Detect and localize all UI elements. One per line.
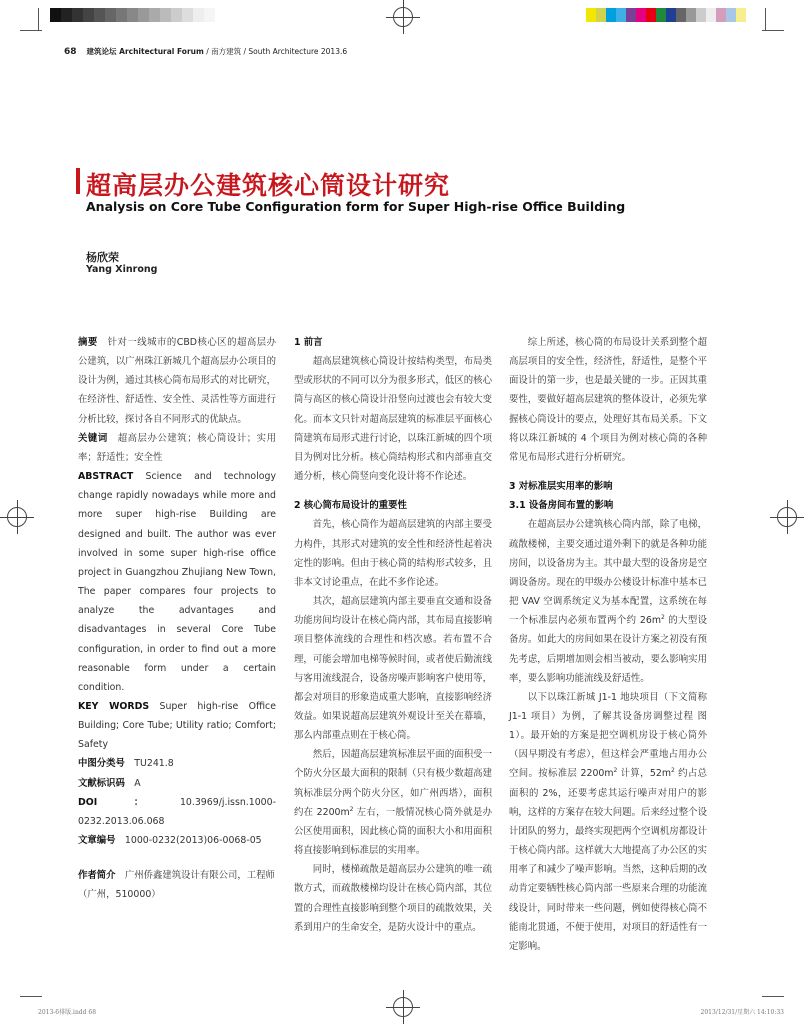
color-swatch: [193, 8, 204, 22]
color-calibration-bar-left: [50, 8, 215, 22]
doi: DOI：10.3969/j.issn.1000-0232.2013.06.068: [78, 796, 276, 827]
author-note-label: 作者简介: [78, 870, 116, 881]
journal-issue: / 南方建筑 / South Architecture 2013.6: [203, 47, 348, 56]
registration-mark-right: [770, 500, 804, 534]
color-swatch: [606, 8, 616, 22]
article-title-zh: 超高层办公建筑核心筒设计研究: [86, 171, 451, 200]
column-right: [509, 333, 707, 956]
paragraph: 以下以珠江新城 J1-1 地块项目（下文简称 J1-1 项目）为例，了解其设备房调整过程 图 1）。最开始的方案是把空调机房设于核心筒外（因早期没有考虑），但这样会严重地占用办公空间。按标准层 $2200m^2$ 计算，$52m^2$ 约占总面积的 2%，还要考虑其运行噪声对用户的影响，这样的方案存在较大问题。后来经过整个设计团队的努力，最终实现把两个空调机房都设计于核心筒内部。这样就大大地提高了办公区的实用率了和减少了噪声影响。当然，这种后期的改动肯定要牺牲核心筒内部一些原来合理的功能流线设计，同时带来一些问题，例如使得核心筒不能南北贯通，不便于使用，对项目的舒适性有一定影响。: [509, 691, 707, 952]
color-swatch: [616, 8, 626, 22]
registration-mark-left: [0, 500, 34, 534]
clc-number: 中图分类号 TU241.8: [78, 758, 174, 770]
color-swatch: [726, 8, 736, 22]
paragraph: 综上所述，核心筒的布局设计关系到整个超高层项目的安全性，经济性，舒适性，是整个平面设计的第一步，也是最关键的一步。正因其重要性，要做好超高层建筑的整体设计，必须先掌握核心筒设计的要点，处理好其布局关系。下文将以珠江新城的 4 个项目为例对核心筒的各种常见布局形式进行分析研究。: [509, 337, 707, 463]
column-middle: [294, 333, 492, 937]
author-name-en: Yang Xinrong: [86, 264, 158, 275]
color-swatch: [666, 8, 676, 22]
color-swatch: [72, 8, 83, 22]
page-number: 68: [64, 47, 77, 57]
article-title-en: Analysis on Core Tube Configuration form for Super High-rise Office Building: [86, 199, 626, 214]
color-swatch: [182, 8, 193, 22]
color-swatch: [686, 8, 696, 22]
column-left: [78, 333, 276, 850]
paragraph: 超高层建筑核心筒设计按结构类型，布局类型或形状的不同可以分为很多形式，低区的核心筒与高区的核心筒设计沿竖向过渡也会有较大变化。而本文只针对超高层建筑的标准层平面核心筒建筑布局形式进行讨论，以珠江新城的四个项目为例对比分析。核心筒结构形式和内部垂直交通分析，核心筒竖向变化设计将不作论述。: [294, 356, 492, 483]
keywords-label: 关键词: [78, 432, 108, 444]
document-code: 文献标识码 A: [78, 777, 141, 789]
color-swatch: [105, 8, 116, 22]
color-swatch: [160, 8, 171, 22]
color-swatch: [61, 8, 72, 22]
color-swatch: [676, 8, 686, 22]
color-swatch: [586, 8, 596, 22]
color-swatch: [656, 8, 666, 22]
color-swatch: [696, 8, 706, 22]
color-swatch: [596, 8, 606, 22]
journal-name: 建筑论坛 Architectural Forum: [86, 47, 204, 56]
color-calibration-bar-right: [586, 8, 746, 22]
crop-mark: [765, 8, 766, 30]
color-swatch: [626, 8, 636, 22]
color-swatch: [94, 8, 105, 22]
file-slug: 2013-6排版.indd 68: [38, 1009, 97, 1016]
registration-mark-bottom: [386, 990, 420, 1024]
crop-mark: [20, 996, 42, 997]
color-swatch: [736, 8, 746, 22]
paragraph: 同时，楼梯疏散是超高层办公建筑的唯一疏散方式，而疏散楼梯均设计在核心筒内部，其位置的合理性直接影响到整个项目的疏散效果，关系到用户的生命安全，是防火设计中的重点。: [294, 864, 492, 933]
abstract-en: ABSTRACT Science and technology change rapidly nowadays while more and more super high-rise Building are designed and built. The author was ever involved in some super high-rise office project in Guangzhou Zhujiang New Town, The paper compares four projects to analyze the advantages and disadvantages in several Core Tube configuration, in order to find out a more reasonable form under a certain condition.: [78, 471, 276, 693]
crop-mark: [38, 8, 39, 30]
color-swatch: [50, 8, 61, 22]
crop-mark: [20, 30, 42, 31]
color-swatch: [636, 8, 646, 22]
color-swatch: [171, 8, 182, 22]
author-name-zh: 杨欣荣: [86, 251, 119, 264]
registration-mark-top: [386, 0, 420, 34]
paragraph: 在超高层办公建筑核心筒内部，除了电梯，疏散楼梯，主要交通过道外剩下的就是各种功能房间，以设备房为主。其中最大型的设备房是空调设备房。现在的甲级办公楼设计标准中基本已把 VAV 空调系统定义为基本配置，这系统在每一个标准层内必须布置两个约 $26m^2$ 的大型设备房。如此大的房间如果在设计方案之初没有预先考虑，后期增加则会相当被动，要么影响实用率，要么影响功能流线及舒适性。: [509, 519, 708, 684]
color-swatch: [149, 8, 160, 22]
color-swatch: [646, 8, 656, 22]
paragraph: 其次，超高层建筑内部主要垂直交通和设备功能房间均设计在核心筒内部，其布局直接影响项目整体流线的合理性和档次感。若布置不合理，可能会增加电梯等候时间，或者使后勤流线与客用流线混合，设备房噪声影响客户使用等，都会对项目的形象造成重大影响，直接影响经济效益。如果说超高层建筑外观设计至关在幕墙，那么内部重点则在于核心筒。: [294, 596, 492, 742]
print-timestamp: 2013/12/31/星期六 14:10:33: [700, 1009, 784, 1016]
article-number: 文章编号 1000-0232(2013)06-0068-05: [78, 835, 262, 847]
author-note: 作者简介 广州侨鑫建筑设计有限公司，工程师（广州，510000）: [78, 870, 275, 901]
abstract-zh: 摘要 针对一线城市的CBD核心区的超高层办公建筑，以广州珠江新城几个超高层办公项目的设计为例，通过其核心筒布局形式的对比研究，在经济性、舒适性、安全性、灵活性等方面进行分析比较，探讨各自不同形式的优缺点。: [78, 337, 276, 425]
color-swatch: [127, 8, 138, 22]
title-accent-bar: [76, 168, 80, 194]
abstract-en-label: ABSTRACT: [78, 471, 134, 483]
color-swatch: [83, 8, 94, 22]
color-swatch: [138, 8, 149, 22]
color-swatch: [716, 8, 726, 22]
color-swatch: [116, 8, 127, 22]
abstract-label: 摘要: [78, 337, 98, 348]
section-heading-2: 2 核心筒布局设计的重要性: [294, 500, 407, 512]
paragraph: 首先，核心筒作为超高层建筑的内部主要受力构件，其形式对建筑的安全性和经济性起着决定性的影响。但由于核心筒的结构形式较多，且非本文讨论重点，在此不多作论述。: [294, 519, 492, 588]
crop-mark: [762, 996, 784, 997]
color-swatch: [706, 8, 716, 22]
section-heading-1: 1 前言: [294, 337, 323, 348]
keywords-zh: 关键词 超高层办公建筑；核心筒设计；实用率；舒适性；安全性: [78, 432, 276, 463]
section-heading-3-1: 3.1 设备房间布置的影响: [509, 500, 614, 512]
paragraph: 然后，因超高层建筑标准层平面的面积受一个防火分区最大面积的限制（只有极少数超高建筑标准层分两个防火分区，如广州西塔），面积约在 $2200m^2$ 左右，一般情况核心筒外就是办公区使用面积，因此核心筒的面积大小和用面积将直接影响到标准层的实用率。: [294, 749, 492, 857]
running-header: [64, 46, 347, 57]
crop-mark: [762, 30, 784, 31]
section-heading-3: 3 对标准层实用率的影响: [509, 481, 613, 493]
keywords-en-label: KEY WORDS: [78, 700, 150, 712]
keywords-en: KEY WORDS Super high-rise Office Building; Core Tube; Utility ratio; Comfort; Safety: [78, 700, 276, 751]
color-swatch: [204, 8, 215, 22]
